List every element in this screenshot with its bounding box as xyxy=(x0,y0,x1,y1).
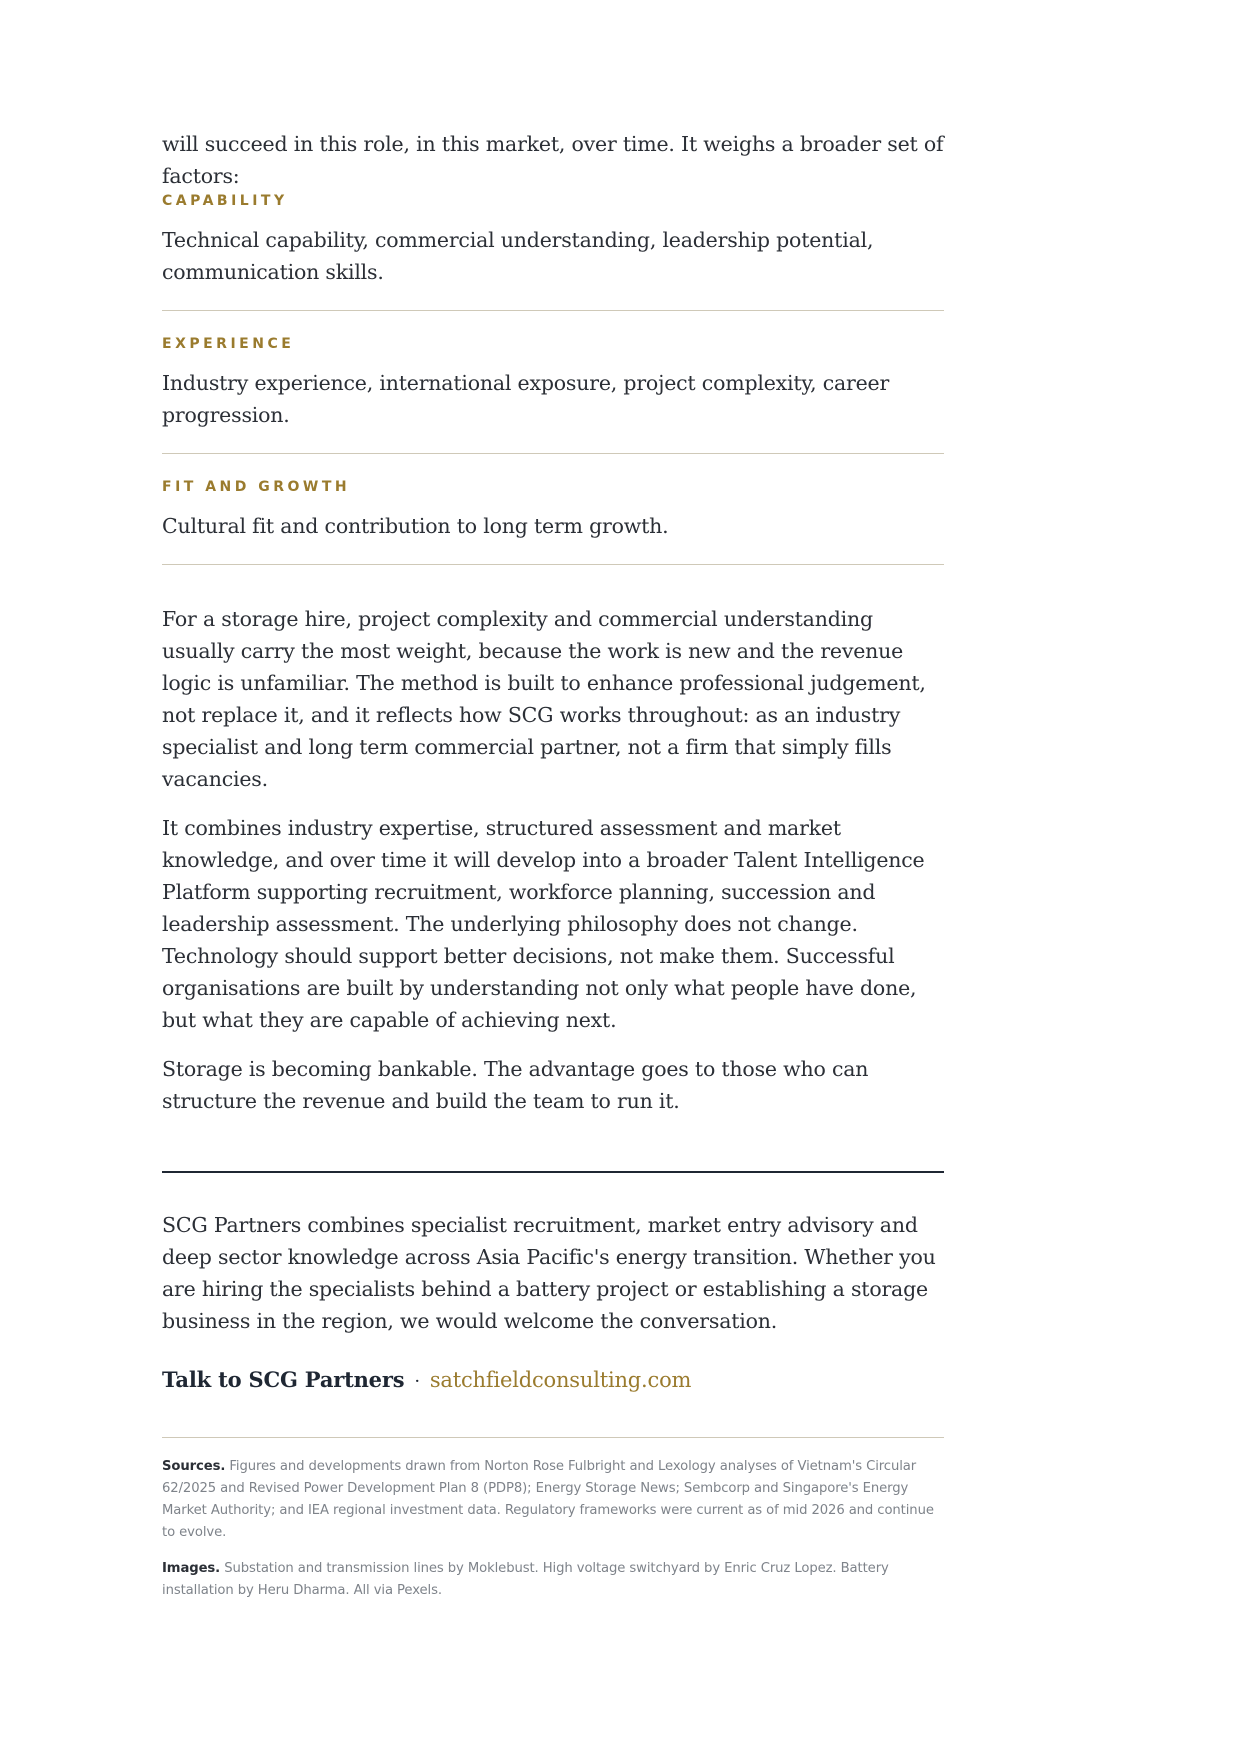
factor-capability xyxy=(162,192,944,311)
body-paragraph: It combines industry expertise, structured assessment and market knowledge, and over time it will develop into a broader Talent Intelligence Platform supporting recruitment, workforce planning, succession and leadership assessment. The underlying philosophy does not change. Technology should support better decisions, not make them. Successful organisations are built by understanding not only what people have done, but what they are capable of achieving next. xyxy=(162,816,925,1032)
sources-note xyxy=(162,1456,944,1544)
images-lead: Images. xyxy=(162,1561,221,1576)
document-page xyxy=(162,128,944,1616)
body-paragraph: For a storage hire, project complexity and commercial understanding usually carry the most weight, because the work is new and the revenue logic is unfamiliar. The method is built to enhance professional judgement, not replace it, and it reflects how SCG works throughout: as an industry specialist and long term commercial partner, not a firm that simply fills vacancies. xyxy=(162,607,926,791)
factor-text: Industry experience, international exposure, project complexity, career progression. xyxy=(162,371,890,427)
factor-label: FIT AND GROWTH xyxy=(162,479,351,495)
factor-label: CAPABILITY xyxy=(162,193,288,209)
closing-paragraph: Storage is becoming bankable. The advantage goes to those who can structure the revenue and build the team to run it. xyxy=(162,1057,869,1113)
sources-lead: Sources. xyxy=(162,1459,226,1474)
images-text: Substation and transmission lines by Moklebust. High voltage switchyard by Enric Cruz Lopez. Battery installation by Heru Dharma. All via Pexels. xyxy=(162,1561,889,1598)
website-link[interactable]: satchfieldconsulting.com xyxy=(429,1368,692,1392)
call-to-action xyxy=(162,1365,944,1397)
cta-separator: · xyxy=(414,1371,420,1392)
factor-text: Cultural fit and contribution to long term growth. xyxy=(162,514,669,538)
factor-fit-and-growth xyxy=(162,478,944,565)
cta-talk-text: Talk to SCG Partners xyxy=(162,1367,405,1392)
factor-label: EXPERIENCE xyxy=(162,336,295,352)
sources-text: Figures and developments drawn from Norton Rose Fulbright and Lexology analyses of Vietnam's Circular 62/2025 and Revised Power Development Plan 8 (PDP8); Energy Storage News; Sembcorp and Singapore's Energy Market Authority; and IEA regional investment data. Regulatory frameworks were current as of mid 2026 and continue to evolve. xyxy=(162,1459,934,1540)
images-note xyxy=(162,1558,944,1602)
footnote-divider xyxy=(162,1437,944,1438)
factor-text: Technical capability, commercial understanding, leadership potential, communication skills. xyxy=(162,228,874,284)
intro-paragraph: will succeed in this role, in this market, over time. It weighs a broader set of factors: xyxy=(162,132,944,188)
factor-experience xyxy=(162,335,944,454)
section-divider xyxy=(162,1171,944,1173)
about-paragraph: SCG Partners combines specialist recruitment, market entry advisory and deep sector knowledge across Asia Pacific's energy transition. Whether you are hiring the specialists behind a battery project or establishing a storage business in the region, we would welcome the conversation. xyxy=(162,1213,936,1333)
